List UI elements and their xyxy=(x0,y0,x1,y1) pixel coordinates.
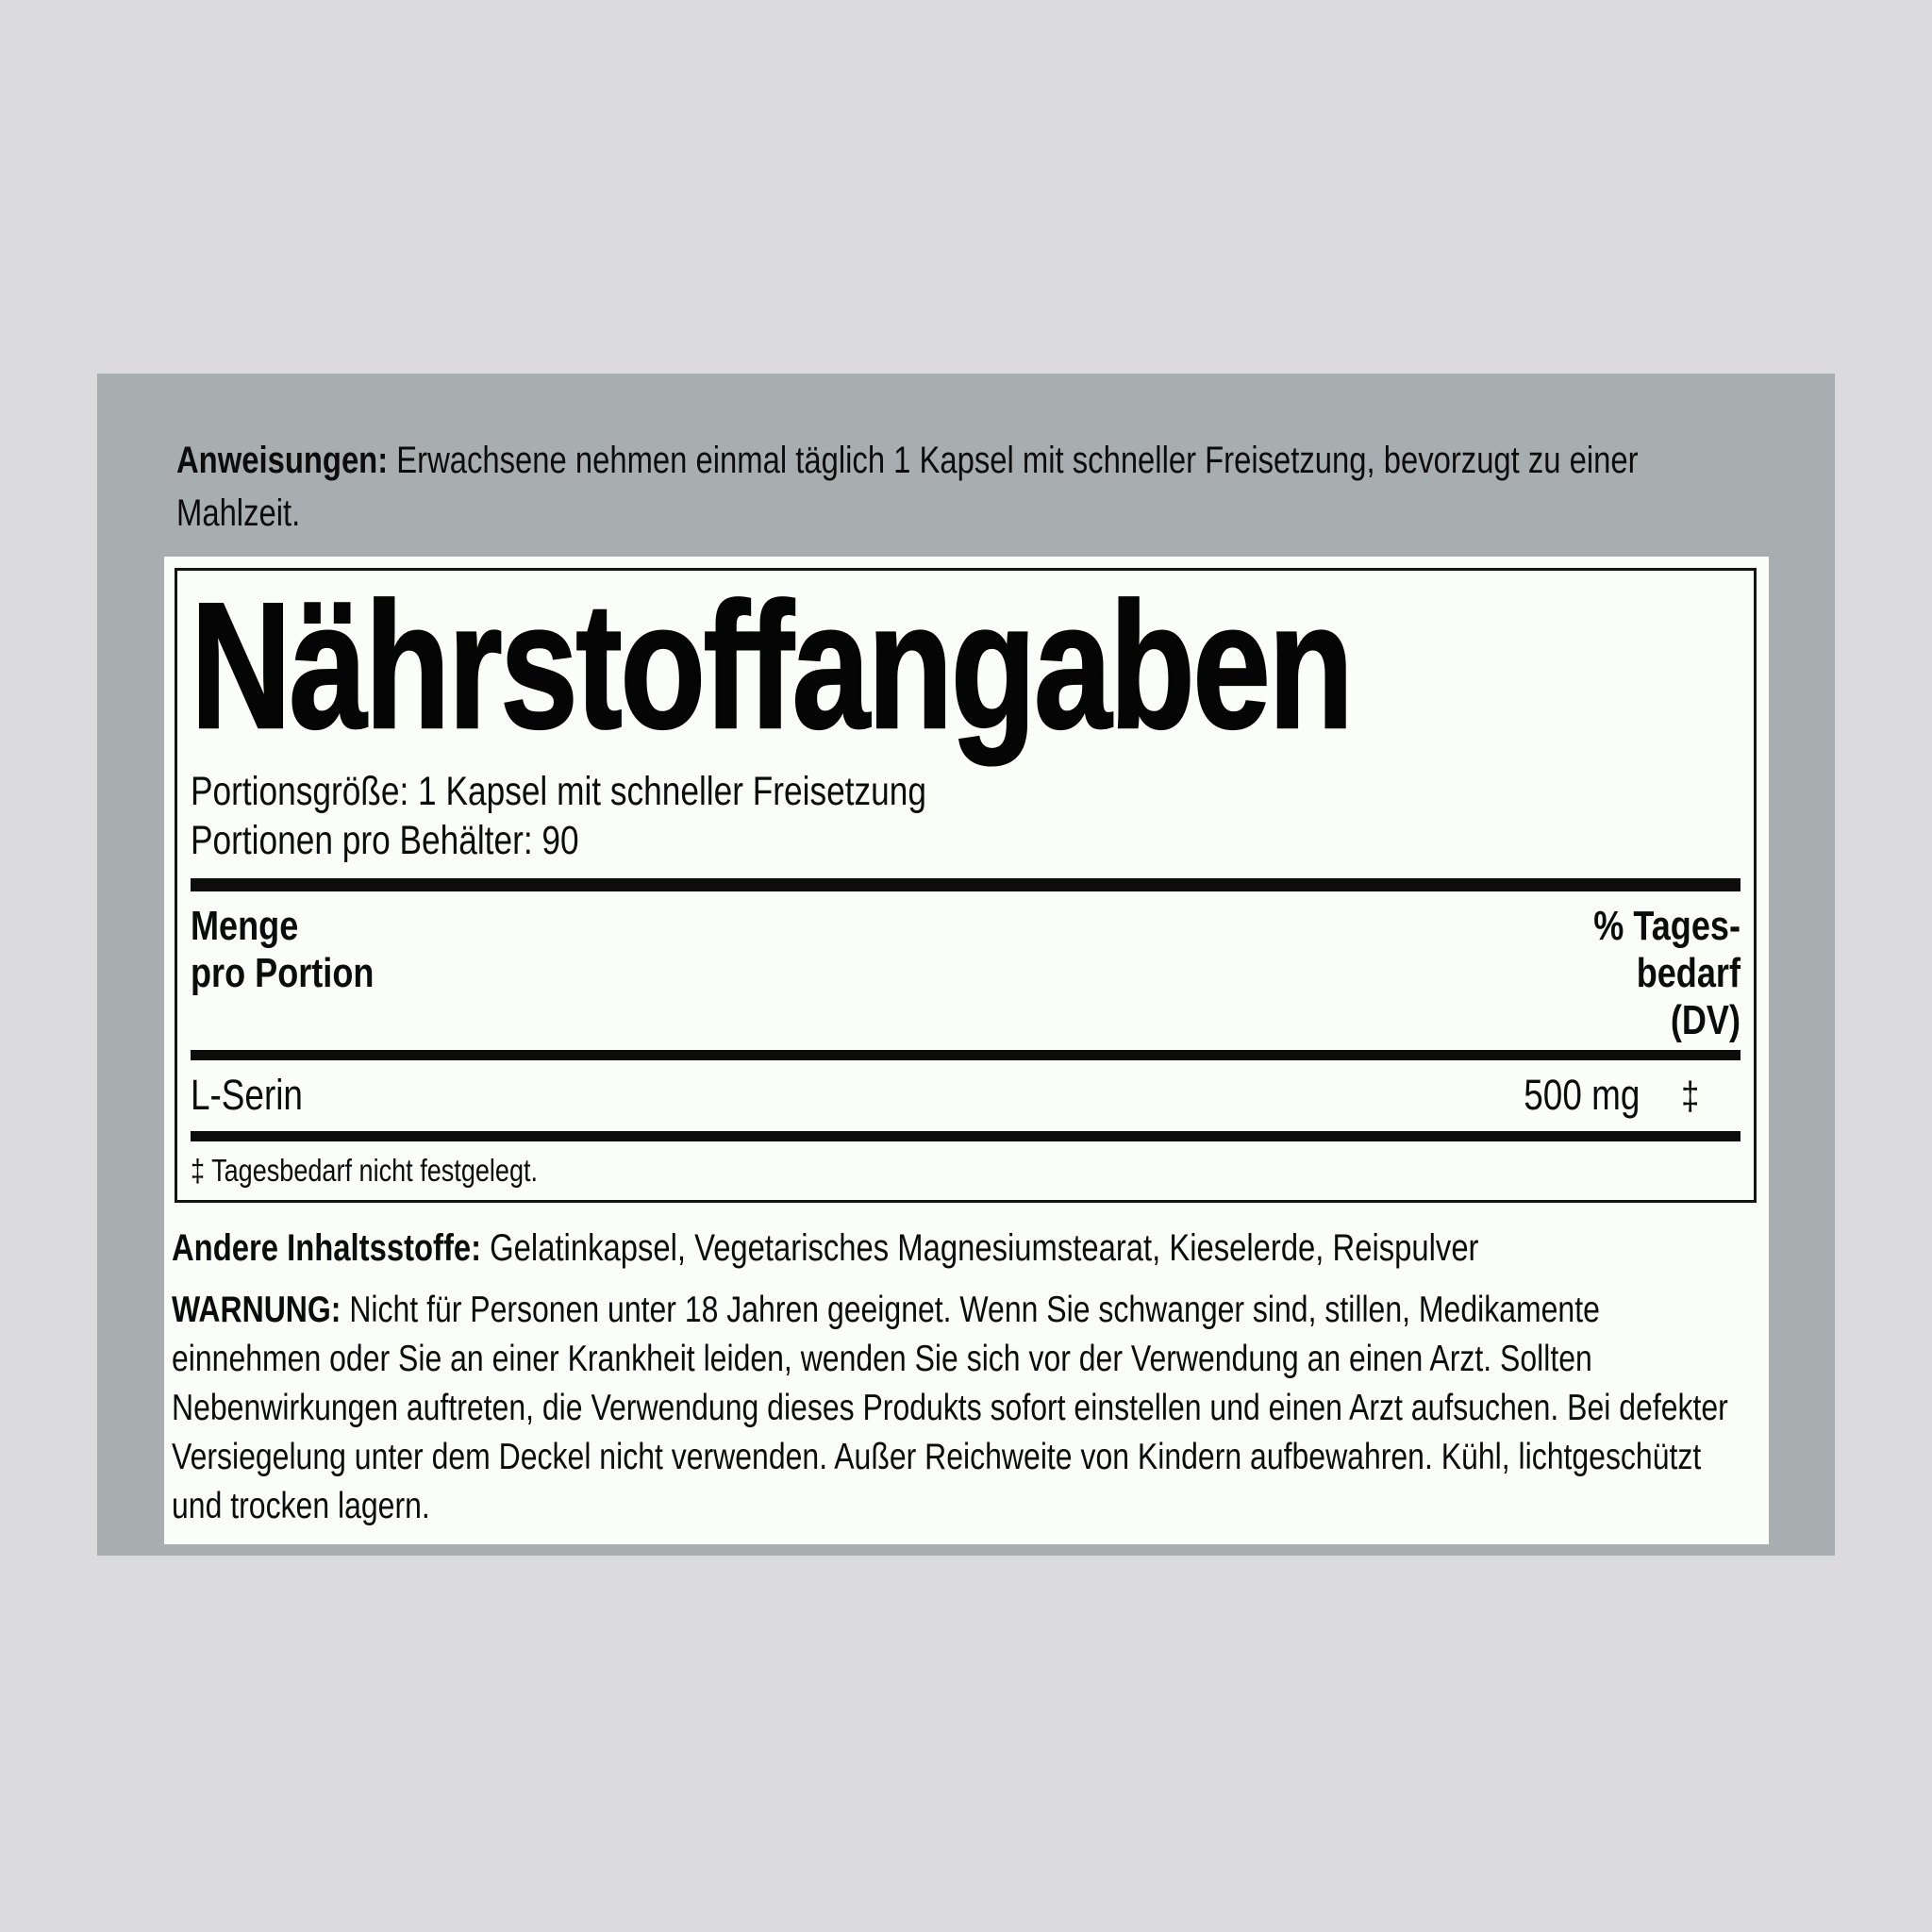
daily-value-header xyxy=(1593,903,1740,1044)
facts-header-row xyxy=(191,891,1740,1050)
dv-symbol: ‡ xyxy=(1681,1074,1700,1118)
other-ingredients-label: Andere Inhaltsstoffe: xyxy=(172,1227,482,1269)
label-back-panel xyxy=(97,374,1835,1556)
daily-value-header-line3: (DV) xyxy=(1670,997,1740,1043)
other-ingredients-body: Gelatinkapsel, Vegetarisches Magnesiumstearat, Kieselerde, Reispulver xyxy=(490,1227,1479,1269)
warning-label: WARNUNG: xyxy=(172,1290,341,1330)
directions-text xyxy=(176,434,1709,540)
servings-per-container: Portionen pro Behälter: 90 xyxy=(191,818,579,863)
warning-text xyxy=(172,1286,1755,1531)
nutrient-row xyxy=(191,1060,1740,1131)
daily-value-header-line2: bedarf xyxy=(1636,950,1740,996)
warning-body: Nicht für Personen unter 18 Jahren geeignet. Wenn Sie schwanger sind, stillen, Medikamente einnehmen oder Sie an einer Krankheit leiden, wenden Sie sich vor der Verwendung an einen Arzt. Sollten Nebenwirkungen auftreten, die Verwendung dieses Produkts sofort einstellen und einen Arzt aufsuchen. Bei defekter Versiegelung unter dem Deckel nicht verwenden. Außer Reichweite von Kindern aufbewahren. Kühl, lichtgeschützt und trocken lagern. xyxy=(172,1290,1728,1526)
amount-header-line2: pro Portion xyxy=(191,950,375,996)
label-lower-text xyxy=(172,1224,1755,1531)
directions-label: Anweisungen: xyxy=(176,440,389,481)
nutrient-amount: 500 mg xyxy=(1524,1071,1641,1119)
supplement-facts-label xyxy=(164,557,1769,1544)
nutrient-name: L-Serin xyxy=(191,1071,303,1119)
divider-thick xyxy=(191,878,1740,891)
dv-footnote: ‡ Tagesbedarf nicht festgelegt. xyxy=(191,1153,539,1188)
facts-box xyxy=(175,568,1757,1203)
serving-size: Portionsgröße: 1 Kapsel mit schneller Freisetzung xyxy=(191,769,926,814)
facts-title: Nährstoffangaben xyxy=(191,566,1352,766)
directions-body: Erwachsene nehmen einmal täglich 1 Kapsel mit schneller Freisetzung, bevorzugt zu einer Mahlzeit. xyxy=(176,440,1639,534)
amount-header xyxy=(191,903,374,1044)
directions-section xyxy=(176,434,1709,540)
divider-medium-top xyxy=(191,1050,1740,1060)
divider-medium-bottom xyxy=(191,1131,1740,1141)
other-ingredients-text xyxy=(172,1224,1755,1273)
nutrient-values xyxy=(1524,1072,1740,1120)
amount-header-line1: Menge xyxy=(191,903,299,949)
daily-value-header-line1: % Tages- xyxy=(1593,903,1740,949)
